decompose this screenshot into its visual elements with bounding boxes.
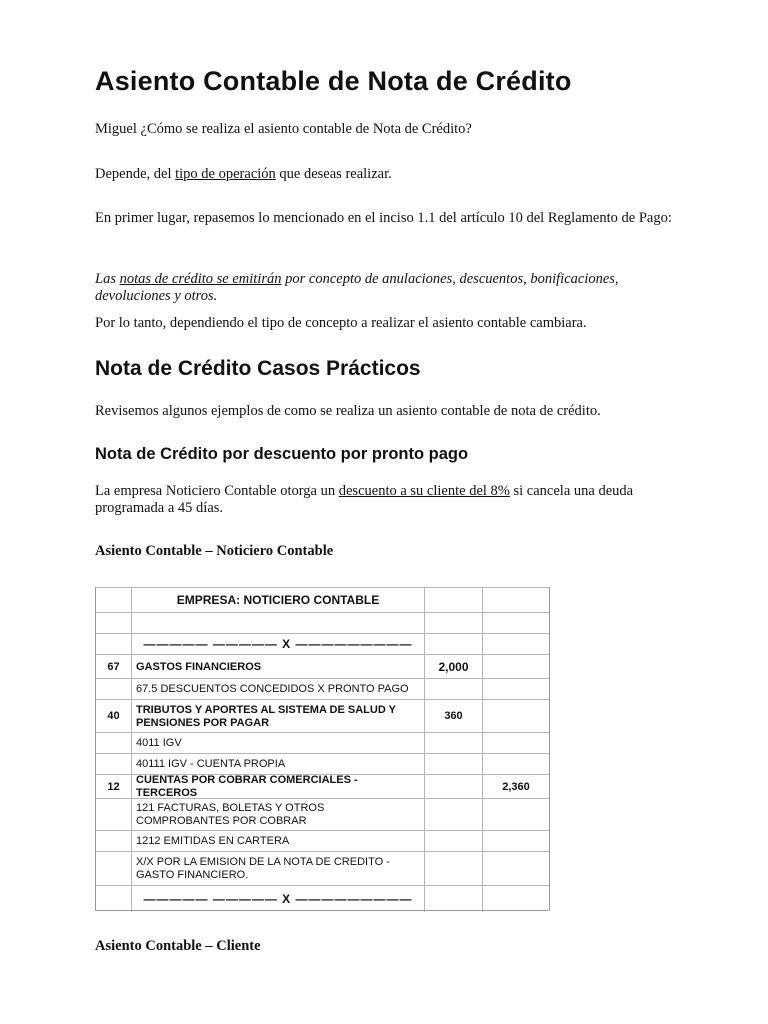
table-row xyxy=(96,774,549,799)
subsection-title: Nota de Crédito por descuento por pronto pago xyxy=(95,445,469,463)
account-desc: 1212 EMITIDAS EN CARTERA xyxy=(136,835,290,847)
table-row xyxy=(96,851,549,886)
asiento-noticiero-heading: Asiento Contable – Noticiero Contable xyxy=(95,543,334,559)
table-row xyxy=(96,753,549,775)
tipo-operacion-link[interactable]: tipo de operación xyxy=(175,166,276,182)
intro-question: Miguel ¿Cómo se realiza el asiento contable de Nota de Crédito? xyxy=(95,121,472,137)
table-header-row xyxy=(96,587,549,613)
table-separator-row xyxy=(96,633,549,655)
section-title: Nota de Crédito Casos Prácticos xyxy=(95,357,421,380)
depende-after: que deseas realizar. xyxy=(275,166,392,182)
page-title: Asiento Contable de Nota de Crédito xyxy=(95,66,572,96)
account-desc: X/X POR LA EMISION DE LA NOTA DE CREDITO - GASTO FINANCIERO. xyxy=(136,856,390,881)
empresa-after: si cancela una deuda programada a 45 días. xyxy=(95,483,634,516)
table-separator-row xyxy=(96,885,549,912)
table-blank-row xyxy=(96,612,549,634)
debe-amount: 2,000 xyxy=(438,659,469,674)
quote-after: por concepto de anulaciones, descuentos, bonificaciones, devoluciones y otros. xyxy=(95,271,619,304)
debe-amount: 360 xyxy=(444,710,463,722)
por-lo-tanto-paragraph: Por lo tanto, dependiendo el tipo de concepto a realizar el asiento contable cambiara. xyxy=(95,315,587,331)
quote-before: Las xyxy=(95,271,120,287)
haber-amount: 2,360 xyxy=(502,780,530,793)
table-row xyxy=(96,678,549,700)
quote-paragraph xyxy=(95,271,685,305)
depende-paragraph xyxy=(95,166,685,183)
account-code: 40 xyxy=(107,710,120,722)
account-desc: 4011 IGV xyxy=(136,737,182,749)
account-desc: 121 FACTURAS, BOLETAS Y OTROS COMPROBANTES POR COBRAR xyxy=(136,802,325,827)
table-row xyxy=(96,654,549,679)
table-row xyxy=(96,699,549,733)
asiento-cliente-heading: Asiento Contable – Cliente xyxy=(95,938,261,954)
separator-top: ————— ————— X ————————— xyxy=(143,637,413,651)
account-code: 12 xyxy=(107,780,120,793)
empresa-before: La empresa Noticiero Contable otorga un xyxy=(95,483,339,499)
table-row xyxy=(96,732,549,754)
separator-bottom: ————— ————— X ————————— xyxy=(143,891,413,906)
table-row xyxy=(96,830,549,852)
empresa-paragraph xyxy=(95,483,685,517)
table-row xyxy=(96,798,549,831)
notas-credito-link[interactable]: notas de crédito se emitirán xyxy=(119,271,282,287)
account-desc: 40111 IGV - CUENTA PROPIA xyxy=(136,758,286,770)
account-desc: 67.5 DESCUENTOS CONCEDIDOS X PRONTO PAGO xyxy=(136,683,409,695)
primer-lugar-paragraph: En primer lugar, repasemos lo mencionado en el inciso 1.1 del artículo 10 del Reglamento de Pago: xyxy=(95,210,672,226)
revisemos-paragraph: Revisemos algunos ejemplos de como se realiza un asiento contable de nota de crédito. xyxy=(95,403,601,419)
account-desc: GASTOS FINANCIEROS xyxy=(136,660,262,673)
account-desc: TRIBUTOS Y APORTES AL SISTEMA DE SALUD Y PENSIONES POR PAGAR xyxy=(136,703,396,729)
accounting-entry-table xyxy=(95,587,550,911)
table-bottom-border xyxy=(95,910,548,911)
account-code: 67 xyxy=(107,660,120,673)
descuento-link[interactable]: descuento a su cliente del 8% xyxy=(338,483,510,499)
table-header: EMPRESA: NOTICIERO CONTABLE xyxy=(176,593,380,607)
account-desc: CUENTAS POR COBRAR COMERCIALES - TERCEROS xyxy=(136,774,358,799)
depende-before: Depende, del xyxy=(95,166,176,182)
